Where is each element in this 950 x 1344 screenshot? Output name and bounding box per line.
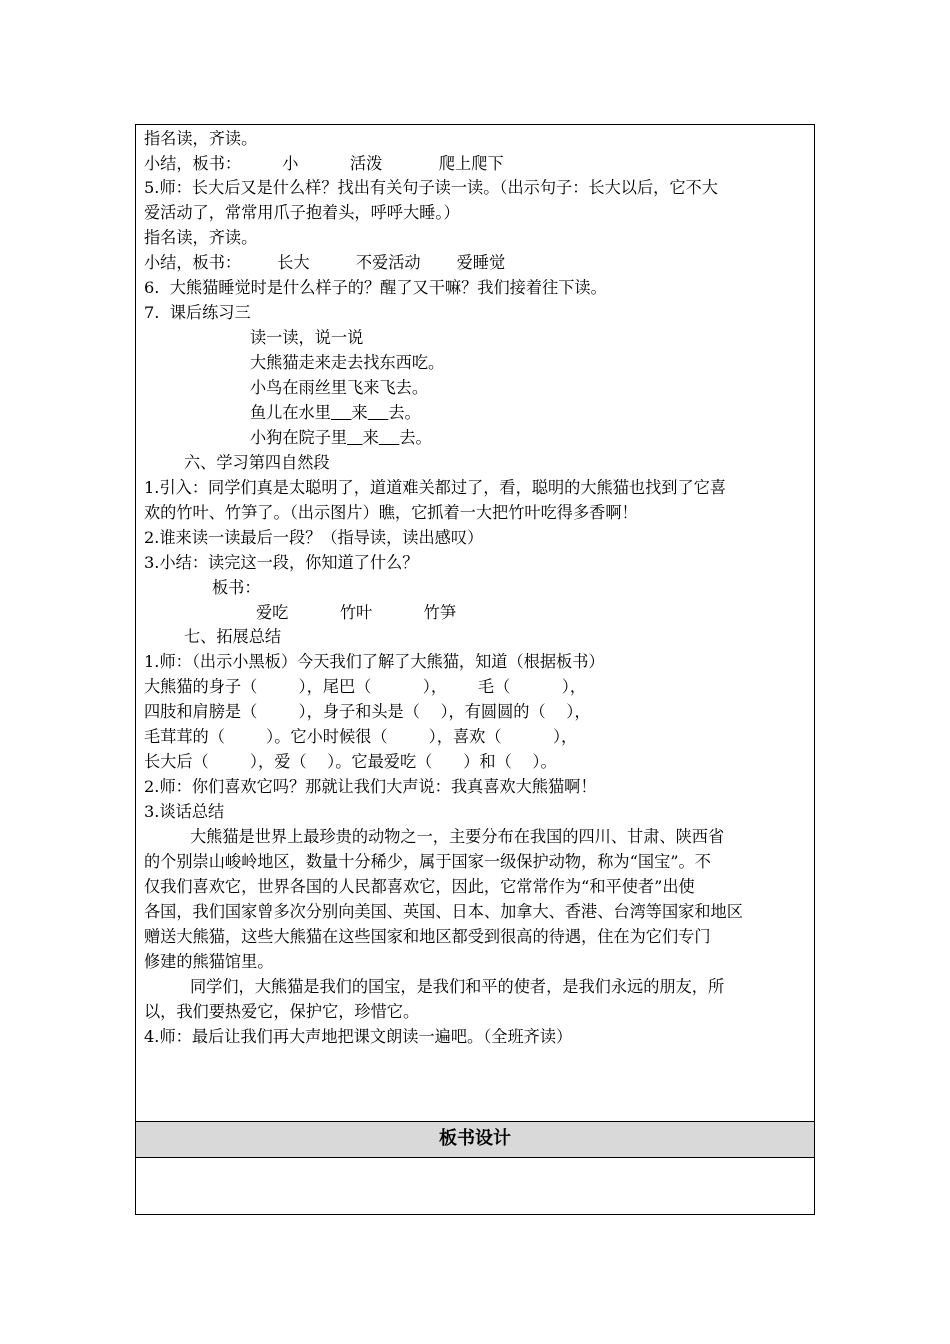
text-line: 的个别崇山峻岭地区，数量十分稀少，属于国家一级保护动物，称为“国宝”。不 [144,852,711,871]
text-line: 6. 大熊猫睡觉时是什么样子的？醒了又干嘛？我们接着往下读。 [144,278,607,297]
text-line: 指名读，齐读。 [144,228,258,247]
text-line: 1.引入：同学们真是太聪明了，道道难关都过了，看，聪明的大熊猫也找到了它喜 [144,478,727,497]
text-line: 指名读，齐读。 [144,129,258,148]
text-line: 1.师：（出示小黑板）今天我们了解了大熊猫，知道（根据板书） [144,652,605,671]
section-heading: 七、拓展总结 [184,627,282,646]
text-segment: 去。 [399,428,432,447]
blank [379,428,400,447]
text-segment: 来 [362,428,379,447]
text-line: 5.师：长大后又是什么样？找出有关句子读一读。（出示句子：长大以后，它不大 [144,178,718,197]
text-line: 小结，板书： 小 活泼 爬上爬下 [144,154,504,173]
text-line: 2.谁来读一读最后一段？（指导读，读出感叹） [144,528,484,547]
text-line: 板书： [212,578,261,597]
text-line: 以，我们要热爱它，保护它，珍惜它。 [144,1002,420,1021]
blank [347,428,362,447]
text-line: 大熊猫走来走去找东西吃。 [250,353,445,372]
text-line: 修建的熊猫馆里。 [144,952,274,971]
text-line: 读一读，说一说 [250,328,364,347]
text-segment: 小狗在院子里 [250,428,348,447]
text-line: 3.谈话总结 [144,802,225,821]
text-line: 4.师：最后让我们再大声地把课文朗读一遍吧。（全班齐读） [144,1027,573,1046]
text-line: 7. 课后练习三 [144,303,251,322]
text-line: 欢的竹叶、竹笋了。（出示图片）瞧，它抓着一大把竹叶吃得多香啊！ [144,503,638,522]
text-line: 2.师：你们喜欢它吗？那就让我们大声说：我真喜欢大熊猫啊！ [144,777,597,796]
text-line: 大熊猫的身子（ ），尾巴（ ）， 毛（ ）， [144,677,587,696]
text-line: 爱活动了，常常用爪子抱着头，呼呼大睡。） [144,203,460,222]
text-line: 四肢和肩膀是（ ），身子和头是（ ），有圆圆的（ ）， [144,702,591,721]
text-line: 3.小结：读完这一段，你知道了什么？ [144,553,419,572]
text-segment: 来 [351,403,368,422]
text-line: 小结，板书： 长大 不爱活动 爱睡觉 [144,253,506,272]
text-line: 同学们，大熊猫是我们的国宝，是我们和平的使者，是我们永远的朋友，所 [190,977,725,996]
blank [368,403,389,422]
text-segment: 去。 [388,403,421,422]
lesson-plan-table [135,124,815,1215]
text-line: 赠送大熊猫，这些大熊猫在这些国家和地区都受到很高的待遇，住在为它们专门 [144,927,711,946]
text-segment: 鱼儿在水里 [250,403,331,422]
text-line: 各国，我们国家曾多次分别向美国、英国、日本、加拿大、香港、台湾等国家和地区 [144,902,743,921]
section-heading: 六、学习第四自然段 [184,453,330,472]
blank [331,403,352,422]
fill-in-line [250,400,421,425]
text-line: 大熊猫是世界上最珍贵的动物之一，主要分布在我国的四川、甘肃、陕西省 [190,827,725,846]
fill-in-line [250,425,432,450]
text-line: 长大后（ ），爱（ ）。它最爱吃（ ）和（ ）。 [144,752,557,771]
board-design-cell [136,1158,814,1214]
board-design-header: 板书设计 [136,1121,814,1158]
lesson-content-cell [136,125,814,1121]
text-line: 仅我们喜欢它，世界各国的人民都喜欢它，因此，它常常作为“和平使者”出使 [144,877,695,896]
text-line: 爱吃 竹叶 竹笋 [256,603,457,622]
text-line: 小鸟在雨丝里飞来飞去。 [250,378,429,397]
text-line: 毛茸茸的（ ）。它小时候很（ ），喜欢（ ）， [144,727,578,746]
